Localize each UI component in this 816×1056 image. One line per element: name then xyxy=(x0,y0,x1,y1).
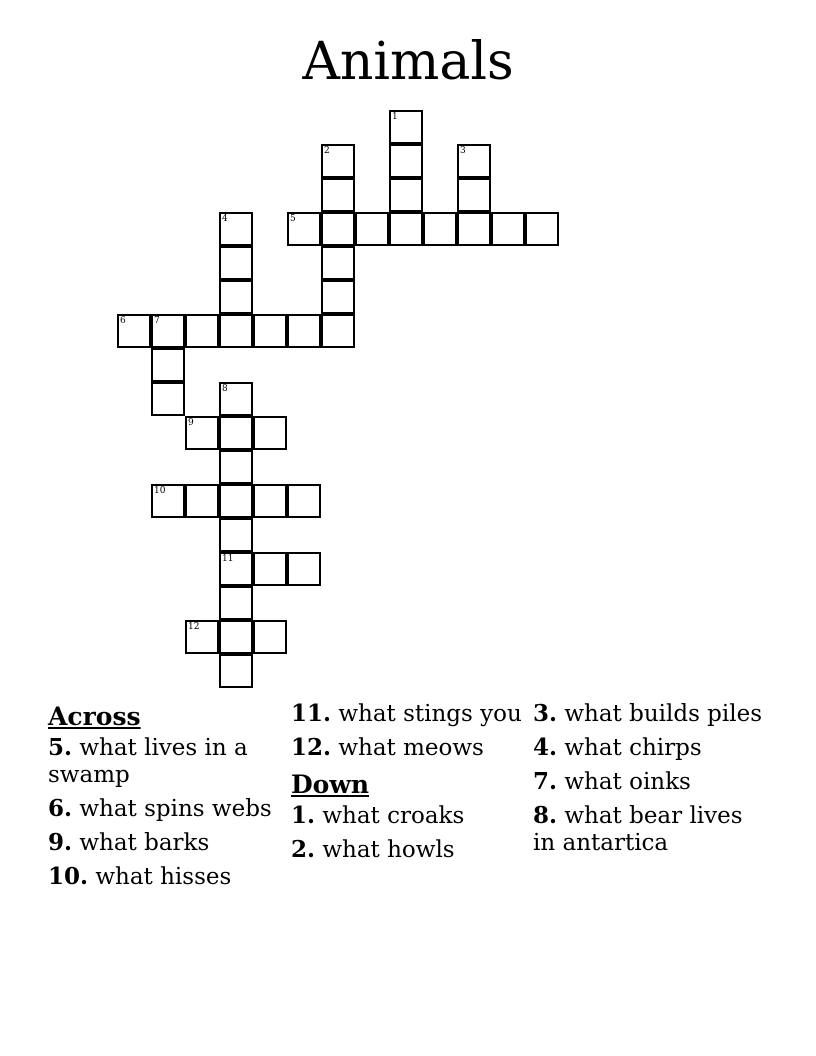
grid-cell[interactable] xyxy=(219,314,253,348)
clue-number: 9. xyxy=(48,829,73,856)
clue-text: what bear lives in antartica xyxy=(533,803,743,856)
clue-text: what chirps xyxy=(564,735,702,761)
clue-number: 5. xyxy=(48,734,73,761)
clue-down-3 xyxy=(533,700,769,728)
cell-number: 8 xyxy=(222,384,228,394)
grid-cell[interactable] xyxy=(219,450,253,484)
clue-text: what hisses xyxy=(95,864,232,890)
grid-cell[interactable] xyxy=(491,212,525,246)
grid-cell[interactable] xyxy=(253,552,287,586)
grid-cell[interactable] xyxy=(219,654,253,688)
clue-number: 10. xyxy=(48,863,89,890)
grid-cell[interactable] xyxy=(321,212,355,246)
grid-cell[interactable] xyxy=(219,280,253,314)
clue-column-3 xyxy=(533,700,769,863)
page-title: Animals xyxy=(302,32,514,92)
grid-cell[interactable] xyxy=(185,416,219,450)
grid-cell[interactable] xyxy=(321,246,355,280)
cell-number: 4 xyxy=(222,214,228,224)
grid-cell[interactable] xyxy=(185,484,219,518)
grid-cell[interactable] xyxy=(151,348,185,382)
clue-number: 6. xyxy=(48,795,73,822)
grid-cell[interactable] xyxy=(219,484,253,518)
cell-number: 11 xyxy=(222,554,234,564)
clues-section xyxy=(48,700,788,950)
clue-across-12 xyxy=(291,734,527,762)
clue-text: what lives in a swamp xyxy=(48,735,248,788)
grid-cell[interactable] xyxy=(525,212,559,246)
grid-cell[interactable] xyxy=(321,314,355,348)
grid-cell[interactable] xyxy=(457,144,491,178)
grid-cell[interactable] xyxy=(219,382,253,416)
down-heading: Down xyxy=(291,770,370,799)
clue-across-5 xyxy=(48,734,284,789)
grid-cell[interactable] xyxy=(355,212,389,246)
clue-column-2 xyxy=(291,700,527,870)
clue-number: 3. xyxy=(533,700,558,727)
cell-number: 1 xyxy=(392,112,398,122)
cell-number: 6 xyxy=(120,316,126,326)
clue-number: 8. xyxy=(533,802,558,829)
clue-across-11 xyxy=(291,700,527,728)
clue-number: 1. xyxy=(291,802,316,829)
clue-across-10 xyxy=(48,863,284,891)
clue-text: what spins webs xyxy=(79,796,272,822)
clue-down-2 xyxy=(291,836,527,864)
grid-cell[interactable] xyxy=(219,246,253,280)
grid-cell[interactable] xyxy=(287,484,321,518)
grid-cell[interactable] xyxy=(321,280,355,314)
cell-number: 12 xyxy=(188,622,200,632)
clue-text: what stings you xyxy=(338,701,522,727)
clue-text: what meows xyxy=(338,735,484,761)
grid-cell[interactable] xyxy=(389,212,423,246)
grid-cell[interactable] xyxy=(287,552,321,586)
grid-cell[interactable] xyxy=(253,484,287,518)
clue-text: what howls xyxy=(322,837,455,863)
clue-number: 12. xyxy=(291,734,332,761)
grid-cell[interactable] xyxy=(321,144,355,178)
clue-number: 4. xyxy=(533,734,558,761)
grid-cell[interactable] xyxy=(185,620,219,654)
grid-cell[interactable] xyxy=(253,416,287,450)
clue-down-4 xyxy=(533,734,769,762)
grid-cell[interactable] xyxy=(389,144,423,178)
grid-cell[interactable] xyxy=(117,314,151,348)
cell-number: 9 xyxy=(188,418,194,428)
grid-cell[interactable] xyxy=(457,212,491,246)
grid-cell[interactable] xyxy=(151,484,185,518)
clue-text: what barks xyxy=(79,830,210,856)
clue-down-1 xyxy=(291,802,527,830)
grid-cell[interactable] xyxy=(219,586,253,620)
grid-cell[interactable] xyxy=(389,110,423,144)
clue-number: 2. xyxy=(291,836,316,863)
grid-cell[interactable] xyxy=(321,178,355,212)
grid-cell[interactable] xyxy=(219,518,253,552)
cell-number: 7 xyxy=(154,316,160,326)
clue-down-7 xyxy=(533,768,769,796)
grid-cell[interactable] xyxy=(219,552,253,586)
grid-cell[interactable] xyxy=(151,382,185,416)
grid-cell[interactable] xyxy=(423,212,457,246)
cell-number: 2 xyxy=(324,146,330,156)
cell-number: 3 xyxy=(460,146,466,156)
clue-down-8 xyxy=(533,802,769,857)
cell-number: 5 xyxy=(290,214,296,224)
clue-text: what oinks xyxy=(564,769,691,795)
clue-text: what croaks xyxy=(322,803,465,829)
grid-cell[interactable] xyxy=(287,212,321,246)
across-heading: Across xyxy=(48,702,141,731)
grid-cell[interactable] xyxy=(219,212,253,246)
grid-cell[interactable] xyxy=(253,314,287,348)
clue-across-9 xyxy=(48,829,284,857)
grid-cell[interactable] xyxy=(219,416,253,450)
grid-cell[interactable] xyxy=(389,178,423,212)
grid-cell[interactable] xyxy=(219,620,253,654)
grid-cell[interactable] xyxy=(151,314,185,348)
grid-cell[interactable] xyxy=(287,314,321,348)
cell-number: 10 xyxy=(154,486,166,496)
clue-number: 7. xyxy=(533,768,558,795)
clue-across-6 xyxy=(48,795,284,823)
grid-cell[interactable] xyxy=(457,178,491,212)
grid-cell[interactable] xyxy=(253,620,287,654)
clue-column-1 xyxy=(48,700,284,897)
clue-text: what builds piles xyxy=(564,701,763,727)
grid-cell[interactable] xyxy=(185,314,219,348)
clue-number: 11. xyxy=(291,700,332,727)
